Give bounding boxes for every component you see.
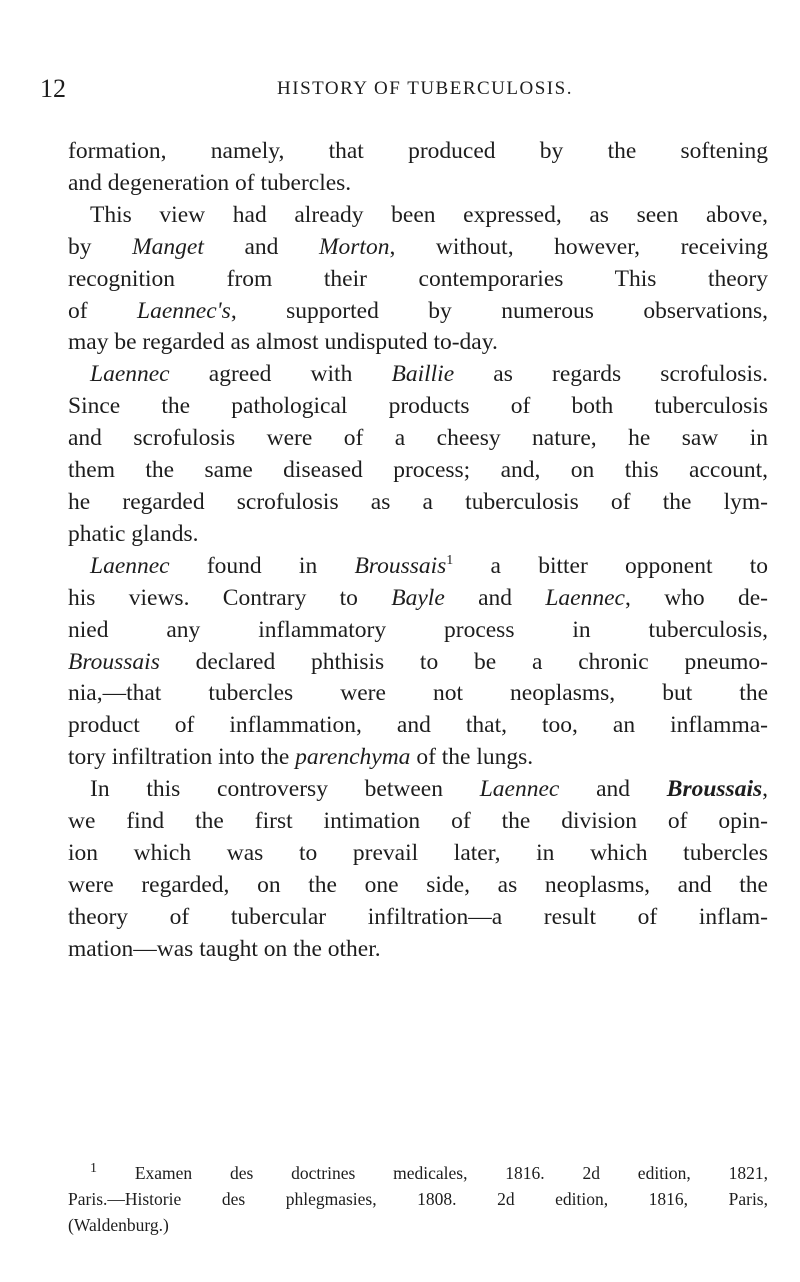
text-line: them the same diseased process; and, on this account, bbox=[68, 457, 768, 484]
text-line: his views. Contrary to Bayle and Laennec, who de- bbox=[68, 584, 768, 611]
text-line: we find the first intimation of the division of opin- bbox=[68, 808, 768, 835]
text-line: mation—was taught on the other. bbox=[68, 935, 381, 962]
footnote-line: (Waldenburg.) bbox=[68, 1215, 169, 1235]
page-header bbox=[40, 74, 770, 104]
text-line: of Laennec's, supported by numerous observations, bbox=[68, 297, 768, 324]
text-line: Since the pathological products of both tuberculosis bbox=[68, 393, 768, 420]
text-line: In this controversy between Laennec and Broussais, bbox=[90, 776, 768, 803]
footnote-ref: 1 bbox=[446, 552, 454, 568]
page-number: 12 bbox=[40, 74, 66, 103]
text-line: may be regarded as almost undisputed to-day. bbox=[68, 329, 498, 356]
name-laennec: Laennec's bbox=[137, 297, 231, 324]
text-line: tory infiltration into the parenchyma of the lungs. bbox=[68, 744, 534, 771]
name-laennec: Laennec bbox=[545, 584, 625, 611]
name-laennec: Laennec bbox=[90, 552, 170, 579]
text-line: product of inflammation, and that, too, an inflamma- bbox=[68, 712, 768, 739]
footnote-line: Paris.—Historie des phlegmasies, 1808. 2d edition, 1816, Paris, bbox=[68, 1189, 768, 1209]
text-line: phatic glands. bbox=[68, 520, 199, 547]
text-line: nied any inflammatory process in tuberculosis, bbox=[68, 616, 768, 643]
text-line: This view had already been expressed, as seen above, bbox=[90, 201, 768, 228]
body-text bbox=[68, 136, 768, 966]
text-line: Laennec agreed with Baillie as regards scrofulosis. bbox=[90, 361, 768, 388]
text-line: were regarded, on the one side, as neoplasms, and the bbox=[68, 871, 768, 898]
name-morton: Morton bbox=[318, 233, 390, 260]
text-line: theory of tubercular infiltration—a result of inflam- bbox=[68, 903, 768, 930]
name-broussais: Broussais bbox=[666, 776, 763, 803]
name-manget: Manget bbox=[132, 233, 204, 260]
name-laennec: Laennec bbox=[479, 776, 560, 803]
name-broussais: Broussais bbox=[354, 552, 447, 579]
name-bayle: Bayle bbox=[391, 584, 445, 611]
text-line: Laennec found in Broussais$^1$ a bitter opponent to bbox=[90, 552, 769, 579]
text-line: formation, namely, that produced by the softening bbox=[68, 138, 768, 164]
footnote-marker: 1 bbox=[90, 1161, 97, 1177]
name-broussais: Broussais bbox=[68, 648, 160, 675]
text-line: and degeneration of tubercles. bbox=[68, 169, 352, 196]
text-line: Broussais declared phthisis to be a chronic pneumo- bbox=[68, 648, 768, 675]
text-line: recognition from their contemporaries This theory bbox=[68, 265, 768, 292]
text-line: ion which was to prevail later, in which tubercles bbox=[68, 839, 768, 866]
name-laennec: Laennec bbox=[90, 361, 170, 388]
name-baillie: Baillie bbox=[391, 361, 455, 388]
text-line: and scrofulosis were of a cheesy nature, he saw in bbox=[68, 425, 768, 452]
text-line: by Manget and Morton, without, however, receiving bbox=[68, 233, 768, 260]
text-line: nia,—that tubercles were not neoplasms, but the bbox=[68, 680, 768, 707]
term-parenchyma: parenchyma bbox=[295, 744, 411, 771]
text-line: he regarded scrofulosis as a tuberculosis of the lym- bbox=[68, 488, 768, 515]
footnote bbox=[68, 1160, 768, 1238]
footnote-line: $^1$ Examen des doctrines medicales, 1816. 2d edition, 1821, bbox=[90, 1161, 768, 1183]
running-head: HISTORY OF TUBERCULOSIS. bbox=[277, 78, 573, 99]
